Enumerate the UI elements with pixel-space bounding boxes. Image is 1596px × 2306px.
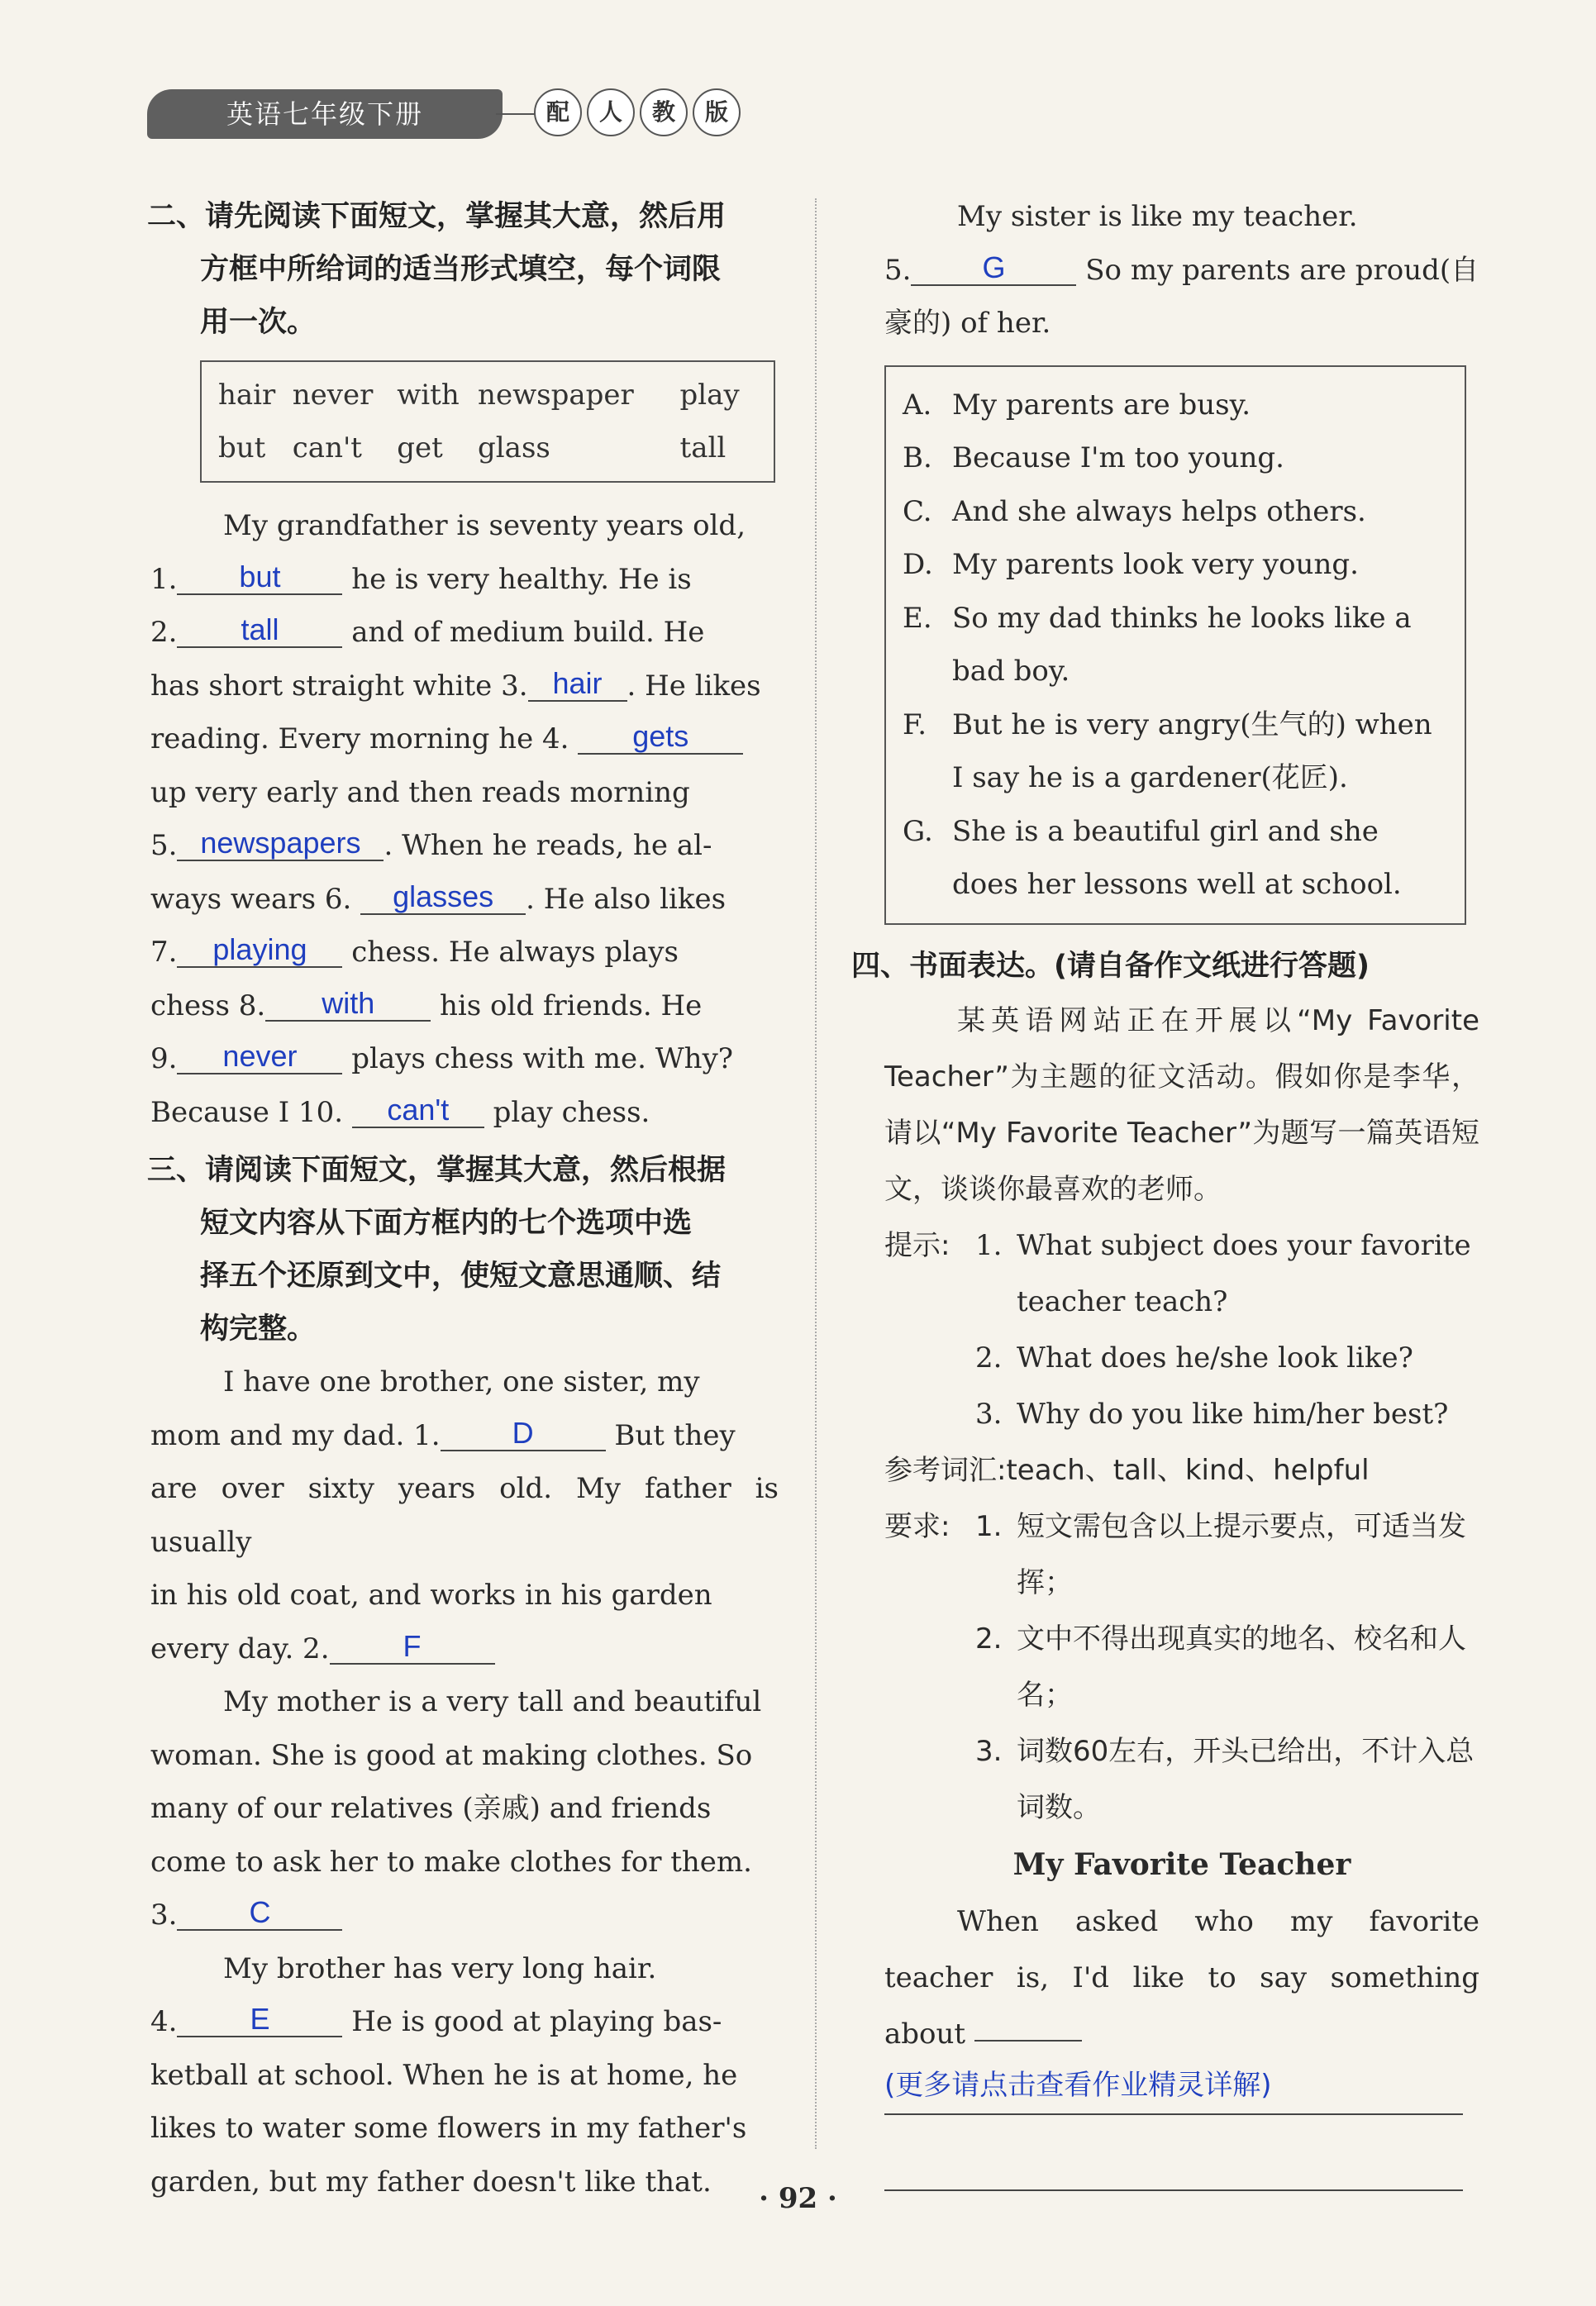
- requirements: 要求: 1. 短文需包含以上提示要点，可适当发挥； 2. 文中不得出现真实的地名、校名和人名； 3. 词数60左右，开头已给出，不计入总词数。: [884, 1509, 1475, 1824]
- option-item: A. My parents are busy.: [903, 388, 1251, 422]
- option-blank-4[interactable]: E: [177, 2003, 342, 2037]
- option-item: G. She is a beautiful girl and she does her lessons well at school.: [903, 814, 1402, 901]
- option-blank-3[interactable]: C: [177, 1896, 342, 1931]
- word: can't: [292, 431, 362, 465]
- answer-blank-6[interactable]: glasses: [360, 880, 526, 915]
- answer-blank-1[interactable]: but: [177, 560, 342, 595]
- answer-blank-4[interactable]: gets: [578, 720, 743, 755]
- word-box: [200, 360, 775, 483]
- right-column: [851, 190, 1479, 2191]
- edition-char: 配: [534, 88, 582, 136]
- answer-blank-3[interactable]: hair: [528, 667, 627, 702]
- option-blank-2[interactable]: F: [330, 1630, 495, 1665]
- section2-passage: My grandfather is seventy years old, 1. but he is very healthy. He is 2. tall and of medium build. He has short straight white 3. hair . He likes reading. Every morning he 4. gets up very early and then reads morning 5. newspapers . When he reads, he al- ways wears 6. glasses . He also likes 7. playing chess. He always plays chess 8. with his old friends. He 9. never plays chess with me. Why? Because I 10. can't play chess.: [150, 509, 761, 1129]
- word-box-row: [218, 369, 757, 422]
- section2-heading: 二、请先阅读下面短文，掌握其大意，然后用 方框中所给词的适当形式填空，每个词限 用一次。: [147, 200, 727, 339]
- word: play: [679, 379, 740, 412]
- header-connector: [496, 113, 536, 115]
- word: but: [218, 431, 266, 465]
- edition-char: 教: [640, 88, 688, 136]
- answer-blank-2[interactable]: tall: [177, 613, 342, 648]
- section4-intro: 某英语网站正在开展以“My Favorite Teacher”为主题的征文活动。假如你是李华，请以“My Favorite Teacher”为题写一篇英语短文，谈谈你最喜欢的老师。: [884, 1003, 1479, 1206]
- answer-blank-10[interactable]: can't: [352, 1093, 484, 1128]
- word: never: [292, 379, 374, 412]
- option-blank-1[interactable]: D: [441, 1417, 606, 1451]
- word: newspaper: [478, 379, 634, 412]
- options-box: [884, 365, 1466, 925]
- word: glass: [478, 431, 550, 465]
- section3-heading: 三、请阅读下面短文，掌握其大意，然后根据 短文内容从下面方框内的七个选项中选 择五个还原到文中，使短文意思通顺、结 构完整。: [147, 1154, 727, 1346]
- essay-line-1: [884, 2062, 1463, 2115]
- essay-title: My Favorite Teacher: [1012, 1846, 1351, 1882]
- section4-heading: 四、书面表达。(请自备作文纸进行答题): [851, 949, 1370, 983]
- word: tall: [679, 431, 727, 465]
- answer-blank-9[interactable]: never: [177, 1040, 342, 1074]
- edition-badge: [534, 88, 741, 136]
- vocab: 参考词汇:teach、tall、kind、helpful: [884, 1453, 1370, 1487]
- essay-blank[interactable]: [974, 2040, 1082, 2042]
- answer-blank-7[interactable]: playing: [177, 933, 342, 968]
- word: with: [397, 379, 460, 412]
- column-divider: [815, 198, 817, 2149]
- word-box-row: [218, 422, 757, 474]
- option-item: B. Because I'm too young.: [903, 441, 1284, 474]
- section3-passage: I have one brother, one sister, my mom and my dad. 1. D But they are over sixty years old. My father is usually in his old coat, and works in his garden every day. 2. F My mother is a very tall and beautiful woman. She is good at making clothes. So many of our relatives (亲戚) and friends come to ask her to make clothes for them. 3. C My brother has very long hair. 4. E He is good at playing bas- ketball at school. When he is at home, he likes to water some flowers in my father's garden, but my father doesn't like that.: [150, 1365, 779, 2199]
- option-item: D. My parents look very young.: [903, 548, 1359, 581]
- left-column: [147, 190, 779, 2208]
- option-item: F. But he is very angry(生气的) when I say he is a gardener(花匠).: [903, 708, 1432, 794]
- page-number: · 92 ·: [759, 2182, 837, 2215]
- option-item: E. So my dad thinks he looks like a bad boy.: [903, 601, 1412, 688]
- hints: 提示: 1. What subject does your favorite teacher teach? 2. What does he/she look like? 3. Why do you like him/her best?: [884, 1228, 1471, 1431]
- book-title-tab: 英语七年级下册: [147, 89, 503, 139]
- answer-blank-5[interactable]: newspapers: [177, 827, 384, 861]
- answer-blank-8[interactable]: with: [265, 987, 431, 1022]
- section3-passage-cont: My sister is like my teacher. 5. G So my parents are proud(自 豪的) of her.: [884, 200, 1479, 340]
- word: hair: [218, 379, 276, 412]
- option-item: C. And she always helps others.: [903, 494, 1366, 528]
- option-blank-5[interactable]: G: [911, 251, 1076, 286]
- details-link[interactable]: (更多请点击查看作业精灵详解): [884, 2068, 1272, 2102]
- word: get: [397, 431, 443, 465]
- edition-char: 版: [693, 88, 741, 136]
- edition-char: 人: [587, 88, 635, 136]
- essay-start: When asked who my favorite teacher is, I'd like to say something about: [884, 1904, 1479, 2051]
